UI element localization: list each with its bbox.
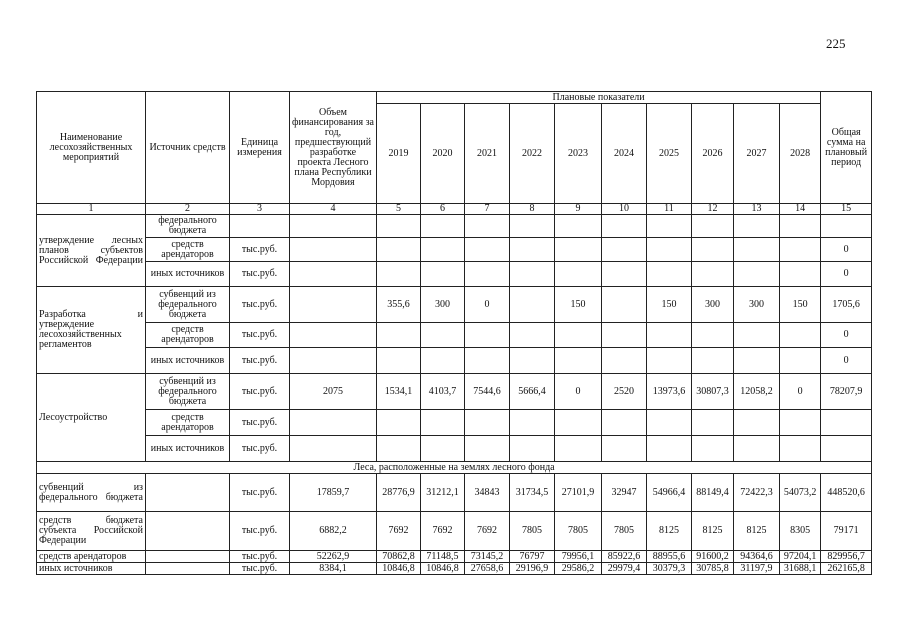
- source-cell: иных источников: [146, 436, 230, 462]
- year-value-cell: [377, 323, 421, 348]
- unit-cell: тыс.руб.: [230, 287, 290, 323]
- year-value-cell: [734, 215, 780, 238]
- source-cell: средств арендаторов: [146, 410, 230, 436]
- year-value-cell: [377, 410, 421, 436]
- year-value-cell: [647, 436, 692, 462]
- year-value-cell: 29586,2: [555, 563, 602, 575]
- year-value-cell: 94364,6: [734, 551, 780, 563]
- column-number: 7: [465, 204, 510, 215]
- header-activity: Наименование лесохозяйственных мероприятий: [37, 92, 146, 204]
- total-cell: 78207,9: [821, 374, 872, 410]
- volume-cell: [290, 410, 377, 436]
- header-year: 2026: [692, 104, 734, 204]
- table-row: [37, 436, 872, 462]
- year-value-cell: [647, 262, 692, 287]
- volume-cell: 2075: [290, 374, 377, 410]
- year-value-cell: [377, 215, 421, 238]
- column-number: 11: [647, 204, 692, 215]
- volume-cell: [290, 215, 377, 238]
- source-cell: субвенций из федерального бюджета: [146, 287, 230, 323]
- total-cell: 79171: [821, 512, 872, 551]
- year-value-cell: 79956,1: [555, 551, 602, 563]
- year-value-cell: 30785,8: [692, 563, 734, 575]
- column-number: 1: [37, 204, 146, 215]
- column-number: 3: [230, 204, 290, 215]
- column-number: 8: [510, 204, 555, 215]
- forest-source-label: субвенций из федерального бюджета: [37, 474, 146, 512]
- year-value-cell: [692, 262, 734, 287]
- year-value-cell: 31688,1: [780, 563, 821, 575]
- column-number: 12: [692, 204, 734, 215]
- header-year: 2020: [421, 104, 465, 204]
- unit-cell: тыс.руб.: [230, 474, 290, 512]
- year-value-cell: 10846,8: [421, 563, 465, 575]
- year-value-cell: [421, 348, 465, 374]
- year-value-cell: 7805: [555, 512, 602, 551]
- year-value-cell: [692, 410, 734, 436]
- column-number: 13: [734, 204, 780, 215]
- year-value-cell: 7544,6: [465, 374, 510, 410]
- total-cell: 0: [821, 238, 872, 262]
- year-value-cell: [421, 410, 465, 436]
- table-row: [37, 563, 872, 575]
- year-value-cell: [465, 262, 510, 287]
- year-value-cell: 1534,1: [377, 374, 421, 410]
- year-value-cell: 12058,2: [734, 374, 780, 410]
- source-cell: субвенций из федерального бюджета: [146, 374, 230, 410]
- year-value-cell: 4103,7: [421, 374, 465, 410]
- total-cell: 262165,8: [821, 563, 872, 575]
- unit-cell: тыс.руб.: [230, 436, 290, 462]
- total-cell: 1705,6: [821, 287, 872, 323]
- year-value-cell: 0: [555, 374, 602, 410]
- table-row: [37, 512, 872, 551]
- year-value-cell: 97204,1: [780, 551, 821, 563]
- year-value-cell: [780, 436, 821, 462]
- year-value-cell: 71148,5: [421, 551, 465, 563]
- total-cell: [821, 410, 872, 436]
- year-value-cell: 150: [555, 287, 602, 323]
- source-cell: [146, 474, 230, 512]
- year-value-cell: [421, 215, 465, 238]
- total-cell: 0: [821, 323, 872, 348]
- year-value-cell: 85922,6: [602, 551, 647, 563]
- year-value-cell: 27101,9: [555, 474, 602, 512]
- year-value-cell: [780, 348, 821, 374]
- table-row: [37, 238, 872, 262]
- forest-source-label: средств бюджета субъекта Российской Федерации: [37, 512, 146, 551]
- activity-name: Разработка и утверждение лесохозяйственных регламентов: [37, 287, 146, 374]
- column-number: 14: [780, 204, 821, 215]
- column-number: 6: [421, 204, 465, 215]
- table-row: [37, 348, 872, 374]
- year-value-cell: [377, 436, 421, 462]
- year-value-cell: [602, 287, 647, 323]
- year-value-cell: [377, 238, 421, 262]
- year-value-cell: [647, 215, 692, 238]
- column-number: 5: [377, 204, 421, 215]
- column-number: 9: [555, 204, 602, 215]
- year-value-cell: [421, 238, 465, 262]
- volume-cell: 52262,9: [290, 551, 377, 563]
- header-year: 2022: [510, 104, 555, 204]
- year-value-cell: [734, 238, 780, 262]
- year-value-cell: 31734,5: [510, 474, 555, 512]
- year-value-cell: [692, 238, 734, 262]
- activity-name: утверждение лесных планов субъектов Российской Федерации: [37, 215, 146, 287]
- column-number: 4: [290, 204, 377, 215]
- forest-source-label: средств арендаторов: [37, 551, 146, 563]
- year-value-cell: [510, 238, 555, 262]
- total-cell: 0: [821, 348, 872, 374]
- table-row: [37, 262, 872, 287]
- header-volume: Объем финансирования за год, предшествующий разработке проекта Лесного плана Республики Мордовия: [290, 92, 377, 204]
- year-value-cell: 28776,9: [377, 474, 421, 512]
- year-value-cell: [555, 410, 602, 436]
- year-value-cell: [647, 238, 692, 262]
- volume-cell: 6882,2: [290, 512, 377, 551]
- year-value-cell: [692, 436, 734, 462]
- year-value-cell: 31212,1: [421, 474, 465, 512]
- year-value-cell: [602, 436, 647, 462]
- year-value-cell: [555, 262, 602, 287]
- volume-cell: 17859,7: [290, 474, 377, 512]
- year-value-cell: 32947: [602, 474, 647, 512]
- year-value-cell: [465, 436, 510, 462]
- year-value-cell: [734, 348, 780, 374]
- year-value-cell: [421, 323, 465, 348]
- year-value-cell: [780, 410, 821, 436]
- total-cell: 448520,6: [821, 474, 872, 512]
- year-value-cell: 0: [465, 287, 510, 323]
- source-cell: иных источников: [146, 262, 230, 287]
- year-value-cell: 300: [734, 287, 780, 323]
- year-value-cell: [692, 348, 734, 374]
- header-total: Общая сумма на плановый период: [821, 92, 872, 204]
- source-cell: средств арендаторов: [146, 238, 230, 262]
- year-value-cell: [692, 215, 734, 238]
- header-year: 2025: [647, 104, 692, 204]
- year-value-cell: 54073,2: [780, 474, 821, 512]
- year-value-cell: [555, 348, 602, 374]
- year-value-cell: [647, 410, 692, 436]
- year-value-cell: 8125: [734, 512, 780, 551]
- year-value-cell: 27658,6: [465, 563, 510, 575]
- section-title: Леса, расположенные на землях лесного фонда: [37, 462, 872, 474]
- table-row: [37, 323, 872, 348]
- year-value-cell: [510, 287, 555, 323]
- header-year: 2023: [555, 104, 602, 204]
- year-value-cell: [510, 323, 555, 348]
- year-value-cell: [780, 262, 821, 287]
- header-year: 2021: [465, 104, 510, 204]
- source-cell: [146, 563, 230, 575]
- header-row: [37, 92, 872, 104]
- year-value-cell: 7805: [602, 512, 647, 551]
- year-value-cell: [734, 323, 780, 348]
- total-cell: 829956,7: [821, 551, 872, 563]
- year-value-cell: 88955,6: [647, 551, 692, 563]
- year-value-cell: [510, 262, 555, 287]
- year-value-cell: 355,6: [377, 287, 421, 323]
- header-unit: Единица измерения: [230, 92, 290, 204]
- year-value-cell: [465, 215, 510, 238]
- volume-cell: [290, 238, 377, 262]
- year-value-cell: [602, 410, 647, 436]
- year-value-cell: [602, 262, 647, 287]
- total-cell: [821, 436, 872, 462]
- header-year: 2028: [780, 104, 821, 204]
- column-number-row: [37, 204, 872, 215]
- table-row: [37, 551, 872, 563]
- total-cell: [821, 215, 872, 238]
- unit-cell: тыс.руб.: [230, 374, 290, 410]
- year-value-cell: [647, 348, 692, 374]
- year-value-cell: [421, 262, 465, 287]
- table-row: [37, 474, 872, 512]
- year-value-cell: [465, 238, 510, 262]
- table-row: [37, 215, 872, 238]
- table-row: [37, 410, 872, 436]
- year-value-cell: [647, 323, 692, 348]
- year-value-cell: 30807,3: [692, 374, 734, 410]
- volume-cell: [290, 436, 377, 462]
- source-cell: иных источников: [146, 348, 230, 374]
- volume-cell: [290, 262, 377, 287]
- year-value-cell: 31197,9: [734, 563, 780, 575]
- forest-source-label: иных источников: [37, 563, 146, 575]
- column-number: 10: [602, 204, 647, 215]
- year-value-cell: 2520: [602, 374, 647, 410]
- page-number: 225: [826, 36, 846, 51]
- unit-cell: тыс.руб.: [230, 551, 290, 563]
- header-planned: Плановые показатели: [377, 92, 821, 104]
- column-number: 2: [146, 204, 230, 215]
- year-value-cell: 54966,4: [647, 474, 692, 512]
- year-value-cell: [602, 215, 647, 238]
- year-value-cell: 70862,8: [377, 551, 421, 563]
- unit-cell: [230, 215, 290, 238]
- year-value-cell: 7692: [421, 512, 465, 551]
- year-value-cell: 30379,3: [647, 563, 692, 575]
- year-value-cell: [780, 215, 821, 238]
- financing-table: [36, 91, 872, 575]
- year-value-cell: 10846,8: [377, 563, 421, 575]
- year-value-cell: 300: [421, 287, 465, 323]
- column-number: 15: [821, 204, 872, 215]
- year-value-cell: 91600,2: [692, 551, 734, 563]
- table-row: [37, 374, 872, 410]
- header-year: 2024: [602, 104, 647, 204]
- source-cell: [146, 512, 230, 551]
- year-value-cell: 0: [780, 374, 821, 410]
- header-year: 2027: [734, 104, 780, 204]
- unit-cell: тыс.руб.: [230, 262, 290, 287]
- year-value-cell: 8305: [780, 512, 821, 551]
- year-value-cell: [377, 262, 421, 287]
- year-value-cell: [377, 348, 421, 374]
- source-cell: федерального бюджета: [146, 215, 230, 238]
- volume-cell: [290, 348, 377, 374]
- year-value-cell: 7692: [465, 512, 510, 551]
- total-cell: 0: [821, 262, 872, 287]
- year-value-cell: [555, 238, 602, 262]
- year-value-cell: [555, 323, 602, 348]
- year-value-cell: 150: [647, 287, 692, 323]
- unit-cell: тыс.руб.: [230, 563, 290, 575]
- year-value-cell: [465, 323, 510, 348]
- year-value-cell: 13973,6: [647, 374, 692, 410]
- year-value-cell: [555, 436, 602, 462]
- year-value-cell: [602, 238, 647, 262]
- unit-cell: тыс.руб.: [230, 348, 290, 374]
- year-value-cell: [780, 323, 821, 348]
- year-value-cell: [421, 436, 465, 462]
- year-value-cell: 8125: [692, 512, 734, 551]
- volume-cell: [290, 323, 377, 348]
- unit-cell: тыс.руб.: [230, 512, 290, 551]
- header-year: 2019: [377, 104, 421, 204]
- volume-cell: [290, 287, 377, 323]
- year-value-cell: 76797: [510, 551, 555, 563]
- source-cell: средств арендаторов: [146, 323, 230, 348]
- year-value-cell: 88149,4: [692, 474, 734, 512]
- year-value-cell: [555, 215, 602, 238]
- year-value-cell: [465, 348, 510, 374]
- year-value-cell: 300: [692, 287, 734, 323]
- source-cell: [146, 551, 230, 563]
- year-value-cell: [510, 215, 555, 238]
- year-value-cell: [692, 323, 734, 348]
- year-value-cell: 29979,4: [602, 563, 647, 575]
- year-value-cell: 7692: [377, 512, 421, 551]
- year-value-cell: [602, 323, 647, 348]
- year-value-cell: [510, 410, 555, 436]
- year-value-cell: 29196,9: [510, 563, 555, 575]
- year-value-cell: [734, 436, 780, 462]
- year-value-cell: [780, 238, 821, 262]
- year-value-cell: [510, 348, 555, 374]
- year-value-cell: [734, 410, 780, 436]
- year-value-cell: 34843: [465, 474, 510, 512]
- year-value-cell: [465, 410, 510, 436]
- year-value-cell: 72422,3: [734, 474, 780, 512]
- activity-name: Лесоустройство: [37, 374, 146, 462]
- year-value-cell: 7805: [510, 512, 555, 551]
- unit-cell: тыс.руб.: [230, 238, 290, 262]
- year-value-cell: 8125: [647, 512, 692, 551]
- year-value-cell: 150: [780, 287, 821, 323]
- unit-cell: тыс.руб.: [230, 410, 290, 436]
- header-source: Источник средств: [146, 92, 230, 204]
- year-value-cell: 73145,2: [465, 551, 510, 563]
- year-value-cell: 5666,4: [510, 374, 555, 410]
- year-value-cell: [734, 262, 780, 287]
- year-value-cell: [602, 348, 647, 374]
- year-value-cell: [510, 436, 555, 462]
- volume-cell: 8384,1: [290, 563, 377, 575]
- unit-cell: тыс.руб.: [230, 323, 290, 348]
- table-row: [37, 287, 872, 323]
- section-row: [37, 462, 872, 474]
